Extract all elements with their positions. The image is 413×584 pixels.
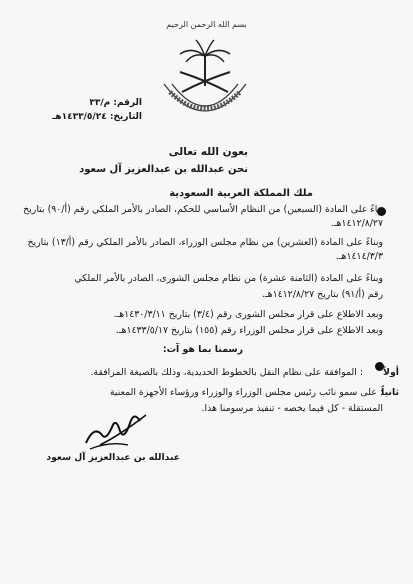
handwritten-signature (80, 405, 160, 455)
clause-2-date: ١٤١٤/٣/٣هـ. (335, 251, 383, 262)
article-first-label: أولاً (382, 367, 399, 378)
clause-2: وبناءً على المادة (العشرين) من نظام مجلس الوزراء، الصادر بالأمر الملكي رقم (أ/١٣) بتاريخ (27, 237, 383, 248)
article-second-text-2: المستقلة - كل فيما يخصه - تنفيذ مرسومنا هذا. (201, 403, 383, 414)
article-first-text: : الموافقة على نظام النقل بالخطوط الحديدية، وذلك بالصيغة المرافقة. (90, 367, 363, 378)
clause-3: وبناءً على المادة (الثامنة عشرة) من نظام مجلس الشورى، الصادر بالأمر الملكي (74, 273, 383, 284)
sender-line: نحن عبدالله بن عبدالعزيز آل سعود (79, 164, 248, 175)
basmala: بسم الله الرحمن الرحيم (166, 20, 247, 29)
clause-1: بناءً على المادة (السبعين) من النظام الأساسي للحكم، الصادر بالأمر الملكي رقم (أ/٩٠) بتاريخ (23, 204, 383, 215)
clause-1-date: ١٤١٢/٨/٢٧هـ. (330, 218, 383, 229)
king-title: ملك المملكة العربية السعودية (169, 188, 313, 199)
decree-date: التاريخ: ١٤٣٣/٥/٢٤هـ (52, 112, 142, 122)
article-second-text-1: : على سمو نائب رئيس مجلس الوزراء والوزراء ورؤساء الأجهزة المعنية (109, 387, 383, 398)
clause-3-ref: رقم (أ/٩١) بتاريخ ١٤١٢/٨/٢٧هـ. (261, 289, 383, 300)
clause-4: وبعد الاطلاع على قرار مجلس الشورى رقم (٣/٤) بتاريخ ١٤٣٠/٣/١١هـ. (113, 309, 383, 320)
palm-and-swords-emblem (150, 34, 260, 126)
decree-number: الرقم: م/٣٣ (89, 98, 142, 108)
signatory-name: عبدالله بن عبدالعزيز آل سعود (46, 452, 180, 463)
reference-block (22, 96, 142, 124)
opening-phrase: بعون الله تعالى (168, 146, 248, 158)
decree-intro: رسمنا بما هو آت: (162, 344, 243, 355)
clause-5: وبعد الاطلاع على قرار مجلس الوزراء رقم (١٥٥) بتاريخ ١٤٣٣/٥/١٧هـ. (115, 325, 383, 336)
article-second-label: ثانياً (381, 387, 399, 398)
